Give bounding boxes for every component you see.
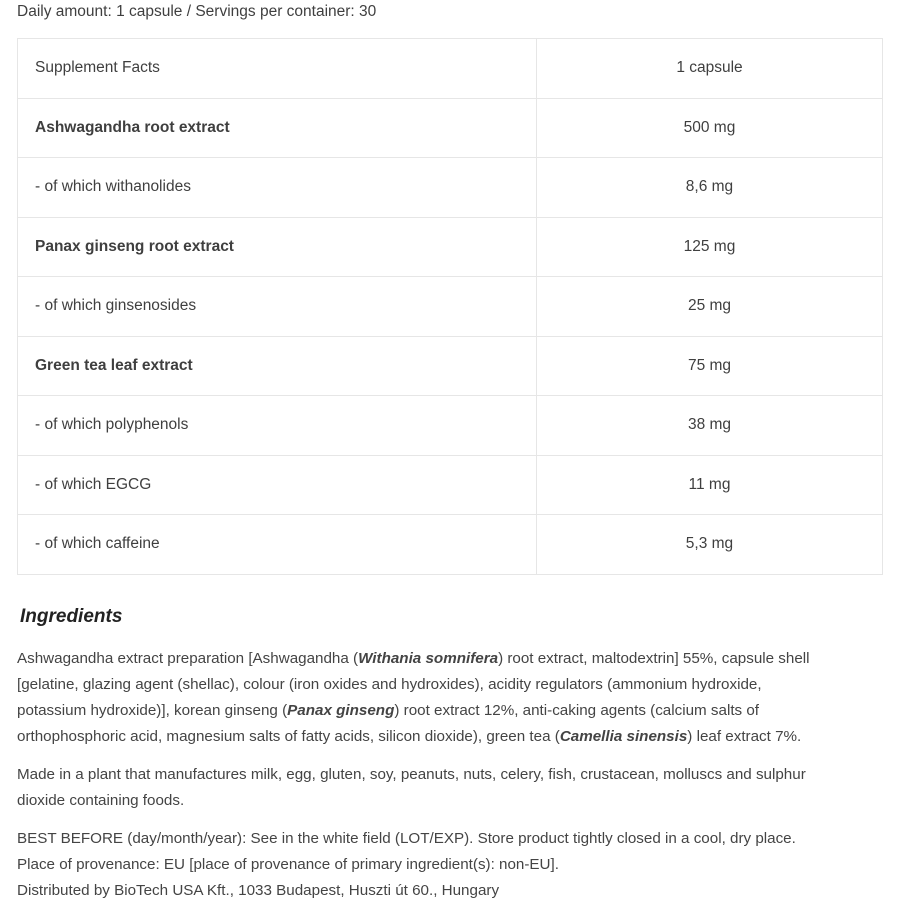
text-segment: potassium hydroxide)], korean ginseng ( (17, 702, 288, 719)
row-amount-cell: 38 mg (537, 396, 883, 456)
allergen-paragraph (17, 762, 889, 814)
paragraph-line (17, 724, 889, 750)
row-name-cell: - of which withanolides (18, 158, 537, 218)
ingredients-heading: Ingredients (20, 606, 123, 627)
text-segment: Ashwagandha extract preparation [Ashwagandha ( (17, 650, 359, 667)
table-header-row (18, 39, 883, 99)
text-segment: orthophosphoric acid, magnesium salts of fatty acids, silicon dioxide), green tea ( (17, 728, 560, 745)
latin-name: Panax ginseng (287, 702, 395, 719)
paragraph-line: Place of provenance: EU [place of provenance of primary ingredient(s): non-EU]. (17, 856, 559, 873)
row-amount-cell: 11 mg (537, 455, 883, 515)
table-row (18, 217, 883, 277)
paragraph-line: dioxide containing foods. (17, 792, 185, 809)
table-row (18, 336, 883, 396)
text-segment: ) root extract 12%, anti-caking agents (calcium salts of (394, 702, 760, 719)
paragraph-line (17, 698, 889, 724)
latin-name: Camellia sinensis (559, 728, 688, 745)
paragraph-line: Made in a plant that manufactures milk, egg, gluten, soy, peanuts, nuts, celery, fish, crustacean, molluscs and sulphur (17, 766, 806, 783)
paragraph-line (17, 646, 889, 672)
table-row (18, 396, 883, 456)
text-segment: ) root extract, maltodextrin] 55%, capsule shell (498, 650, 810, 667)
row-name-cell: Panax ginseng root extract (18, 217, 537, 277)
header-name-cell: Supplement Facts (18, 39, 537, 99)
table-row (18, 455, 883, 515)
row-name-cell: Ashwagandha root extract (18, 98, 537, 158)
header-amount-cell: 1 capsule (537, 39, 883, 99)
text-segment: ) leaf extract 7%. (687, 728, 802, 745)
table-row (18, 98, 883, 158)
row-name-cell: - of which EGCG (18, 455, 537, 515)
paragraph-line: [gelatine, glazing agent (shellac), colour (iron oxides and hydroxides), acidity regulators (ammonium hydroxide, (17, 676, 762, 693)
row-name-cell: - of which polyphenols (18, 396, 537, 456)
row-amount-cell: 25 mg (537, 277, 883, 337)
row-name-cell: Green tea leaf extract (18, 336, 537, 396)
daily-amount-text: Daily amount: 1 capsule / Servings per container: 30 (17, 3, 377, 20)
row-name-cell: - of which ginsenosides (18, 277, 537, 337)
row-amount-cell: 125 mg (537, 217, 883, 277)
paragraph-line: Distributed by BioTech USA Kft., 1033 Budapest, Huszti út 60., Hungary (17, 882, 500, 899)
row-amount-cell: 500 mg (537, 98, 883, 158)
table-row (18, 158, 883, 218)
table-row (18, 277, 883, 337)
row-amount-cell: 5,3 mg (537, 515, 883, 575)
storage-paragraph (17, 826, 889, 904)
paragraph-line: BEST BEFORE (day/month/year): See in the white field (LOT/EXP). Store product tightly closed in a cool, dry place. (17, 830, 796, 847)
latin-name: Withania somnifera (358, 650, 499, 667)
table-row (18, 515, 883, 575)
row-name-cell: - of which caffeine (18, 515, 537, 575)
ingredients-paragraph (17, 646, 889, 750)
supplement-facts-table (17, 38, 883, 575)
row-amount-cell: 8,6 mg (537, 158, 883, 218)
row-amount-cell: 75 mg (537, 336, 883, 396)
